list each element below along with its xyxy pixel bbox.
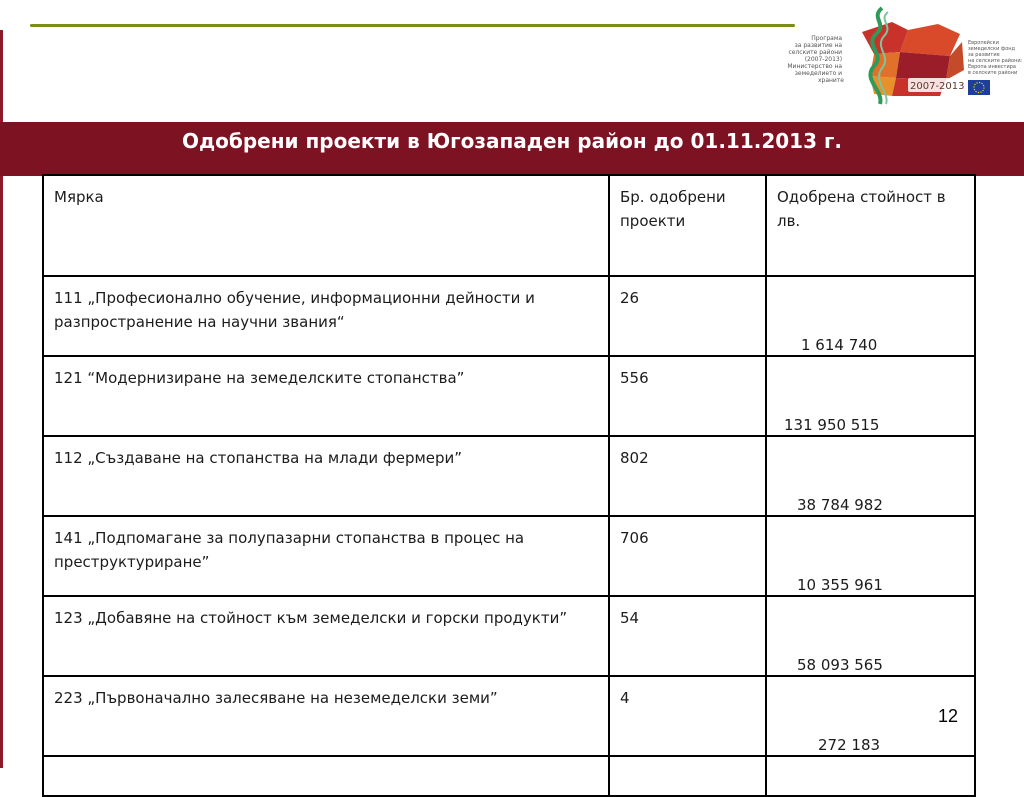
header-cell [43,175,609,276]
measure-cell [43,436,609,516]
count-text: 802 [620,449,649,467]
logo-eu-line: за развитие [968,52,1000,58]
value-cell [766,436,975,516]
table-row [43,596,975,676]
empty-cell [43,756,609,796]
count-cell [609,276,766,356]
value-text: 1 614 740 [801,336,878,354]
slide-title: Одобрени проекти в Югозападен район до 01.11.2013 г. [181,129,843,153]
empty-cell [609,756,766,796]
value-text: 58 093 565 [797,656,883,674]
logo-years: 2007-2013 [910,81,965,92]
logo-program-line: храните [817,77,844,84]
table-row [43,356,975,436]
logo-eu-line: Европа инвестира [968,64,1016,70]
svg-text:Европейски земеделски фо [968,39,1024,76]
title-bar [0,122,1024,176]
table-header-row [43,175,975,276]
count-cell [609,436,766,516]
count-text: 26 [620,289,640,307]
measure-cell [43,516,609,596]
value-text: 38 784 982 [797,496,883,514]
measure-cell [43,276,609,356]
count-cell [609,356,766,436]
table-row [43,436,975,516]
logo-program-line: Министерство на [787,63,843,70]
header-cell [609,175,766,276]
measure-text: 123 „Добавяне на стойност към земеделски и горски продукти” [54,609,568,627]
measure-text: 223 „Първоначално залесяване на неземеделски земи” [54,689,498,707]
logo-program-line: земеделието и [794,70,843,77]
logo-program-line: Програма [811,35,843,42]
measure-cell [43,356,609,436]
eu-flag-icon [968,80,990,95]
measure-cell [43,676,609,756]
projects-table [42,174,976,797]
count-cell [609,516,766,596]
value-text: 272 183 [818,736,881,754]
logo-eu-line: земеделски фонд [968,46,1015,52]
svg-text:Програма за развитие на [787,35,844,84]
value-text: 10 355 961 [797,576,883,594]
logo-eu-line: в селските райони [968,70,1018,76]
count-text: 54 [620,609,640,627]
header-measure: Мярка [54,188,104,206]
measure-cell [43,596,609,676]
table-row [43,516,975,596]
logo-program-line: за развитие на [794,42,843,49]
header-cell [766,175,975,276]
table-row [43,676,975,756]
rural-development-logo-icon [787,4,1023,108]
measure-text: 121 “Модернизиране на земеделските стопанства” [54,369,465,387]
header-value: Одобрена стойност в лв. [777,188,946,230]
logo-eu-line: Европейски [968,40,999,46]
header-count: Бр. одобрени проекти [620,188,726,230]
logo-program-line: селските райони [788,49,843,56]
value-cell [766,356,975,436]
measure-text: 111 „Професионално обучение, информационни дейности и разпространение на научни звания“ [54,289,535,331]
logo-program-line: (2007-2013) [804,56,843,63]
value-cell [766,596,975,676]
table-row-partial [43,756,975,796]
logo-eu-line: на селските райони: [968,58,1023,64]
value-cell [766,516,975,596]
empty-cell [766,756,975,796]
top-divider-line [30,24,795,27]
value-text: 131 950 515 [784,416,880,434]
measure-text: 141 „Подпомагане за полупазарни стопанства в процес на преструктуриране” [54,529,525,571]
page-number: 12 [938,706,959,726]
count-cell [609,676,766,756]
value-cell [766,276,975,356]
count-text: 706 [620,529,649,547]
measure-text: 112 „Създаване на стопанства на млади фермери” [54,449,463,467]
count-text: 556 [620,369,649,387]
count-cell [609,596,766,676]
count-text: 4 [620,689,630,707]
table-row [43,276,975,356]
program-logo [787,4,1023,108]
